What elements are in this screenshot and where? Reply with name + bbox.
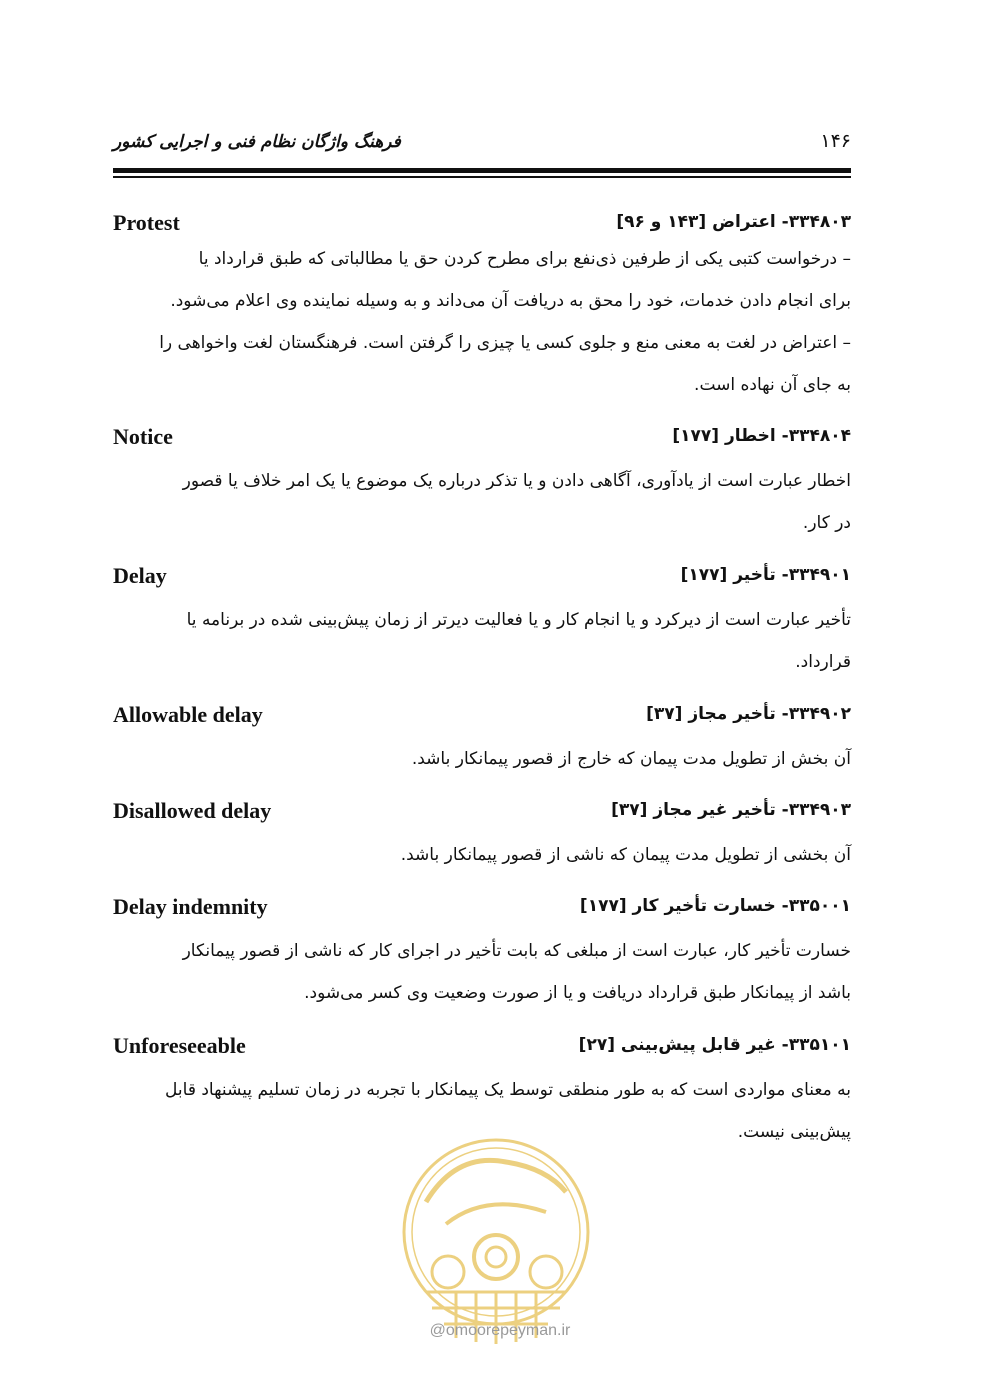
header-rule-thick xyxy=(113,168,851,173)
term-persian: ۳۳۵۰۰۱- خسارت تأخیر کار [۱۷۷] xyxy=(579,896,851,916)
term-row xyxy=(113,426,851,456)
definition-line: اخطار عبارت است از یادآوری، آگاهی دادن و یا تذکر درباره یک موضوع یا یک امر خلاف یا قصور xyxy=(182,471,851,491)
term-row xyxy=(113,896,851,926)
definition-line: – اعتراض در لغت به معنی منع و جلوی کسی یا چیزی را گرفتن است. فرهنگستان لغت واخواهی را xyxy=(159,333,851,353)
definition xyxy=(113,599,851,683)
definition xyxy=(113,834,851,876)
page-header xyxy=(113,128,851,158)
term-english: Delay indemnity xyxy=(113,894,268,919)
page-number: ۱۴۶ xyxy=(820,130,851,152)
entry-notice xyxy=(113,426,851,544)
definition-line: آن بخشی از تطویل مدت پیمان که ناشی از قصور پیمانکار باشد. xyxy=(400,845,851,865)
definition xyxy=(113,930,851,1014)
term-row xyxy=(113,565,851,595)
entry-delay-indemnity xyxy=(113,896,851,1014)
term-english: Delay xyxy=(113,563,167,588)
term-persian: ۳۳۴۹۰۱- تأخیر [۱۷۷] xyxy=(680,565,851,585)
definition-line: آن بخش از تطویل مدت پیمان که خارج از قصور پیمانکار باشد. xyxy=(411,749,851,769)
term-persian: ۳۳۴۸۰۴- اخطار [۱۷۷] xyxy=(672,426,851,446)
definition-line: برای انجام دادن خدمات، خود را محق به دریافت آن می‌داند و به وسیله نماینده وی اعلام می‌شود. xyxy=(170,291,851,311)
watermark-site: @omoorepeyman.ir xyxy=(429,1322,571,1339)
definition-line: به معنای مواردی است که به طور منطقی توسط یک پیمانکار با تجربه در زمان تسلیم پیشنهاد قابل xyxy=(165,1080,851,1100)
definition-line: – درخواست کتبی یکی از طرفین ذی‌نفع برای مطرح کردن حق یا مطالباتی که طبق قرارداد یا xyxy=(198,249,851,269)
term-english: Allowable delay xyxy=(113,702,263,727)
header-rule-thin xyxy=(113,176,851,178)
term-english: Disallowed delay xyxy=(113,798,272,823)
definition-line: قرارداد. xyxy=(795,652,851,672)
term-english: Notice xyxy=(113,424,173,449)
term-row xyxy=(113,800,851,830)
term-persian: ۳۳۴۹۰۲- تأخیر مجاز [۳۷] xyxy=(646,704,851,724)
term-persian: ۳۳۴۹۰۳- تأخیر غیر مجاز [۳۷] xyxy=(611,800,851,820)
entry-disallowed-delay xyxy=(113,800,851,876)
definition xyxy=(113,238,851,406)
definition-line: پیش‌بینی نیست. xyxy=(737,1122,851,1142)
term-row xyxy=(113,704,851,734)
entry-allowable-delay xyxy=(113,704,851,780)
term-english: Protest xyxy=(113,210,180,235)
term-english: Unforeseeable xyxy=(113,1033,246,1058)
term-row xyxy=(113,1035,851,1065)
definition xyxy=(113,738,851,780)
term-persian: ۳۳۵۱۰۱- غیر قابل پیش‌بینی [۲۷] xyxy=(578,1035,851,1055)
definition-line: خسارت تأخیر کار، عبارت است از مبلغی که بابت تأخیر در اجرای کار که ناشی از قصور پیمانکار xyxy=(182,941,851,961)
definition xyxy=(113,460,851,544)
definition-line: در کار. xyxy=(802,513,851,533)
watermark-logo-icon xyxy=(396,1132,596,1352)
entry-delay xyxy=(113,565,851,683)
definition-line: باشد از پیمانکار طبق قرارداد دریافت و یا از صورت وضعیت وی کسر می‌شود. xyxy=(304,983,851,1003)
term-row xyxy=(113,212,851,242)
definition-line: به جای آن نهاده است. xyxy=(694,375,851,395)
entry-protest xyxy=(113,212,851,406)
term-persian: ۳۳۴۸۰۳- اعتراض [۱۴۳ و ۹۶] xyxy=(616,212,851,232)
running-title: فرهنگ واژگان نظام فنی و اجرایی کشور xyxy=(113,132,401,152)
definition-line: تأخیر عبارت است از دیرکرد و یا انجام کار و یا فعالیت دیرتر از زمان پیش‌بینی شده در برنامه یا xyxy=(186,610,851,630)
